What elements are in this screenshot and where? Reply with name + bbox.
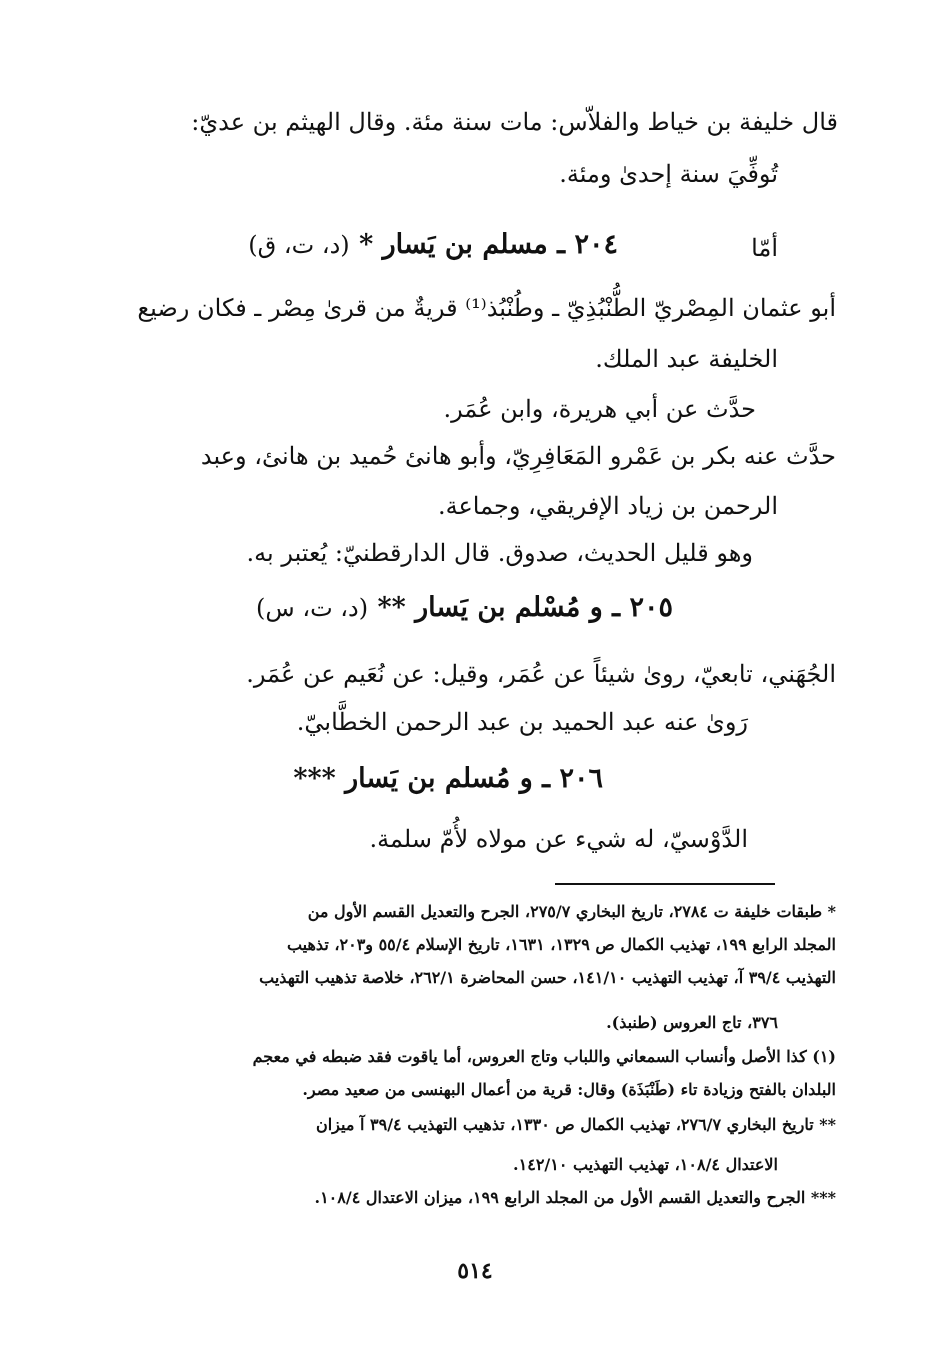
entry-205-sources-tag: (د، ت، س) xyxy=(256,594,369,622)
marker-amma: أمّا xyxy=(751,234,778,262)
body-line: الجُهَني، تابعيّ، روىٰ شيئاً عن عُمَر، وقيل: عن نُعَيم عن عُمَر. xyxy=(246,660,836,688)
body-line: قال خليفة بن خياط والفلاّس: مات سنة مئة. وقال الهيثم بن عديّ: xyxy=(191,108,838,136)
body-line: الخليفة عبد الملك. xyxy=(595,345,778,373)
footnote-line: * طبقات خليفة ت ٢٧٨٤، تاريخ البخاري ٢٧٥/٧، الجرح والتعديل القسم الأول من xyxy=(307,902,836,921)
body-line: حدَّث عنه بكر بن عَمْرو المَعَافِرِيّ، وأبو هانئ حُميد بن هانئ، وعبد xyxy=(200,442,836,470)
footnote-separator xyxy=(555,883,775,885)
page-number: ٥١٤ xyxy=(457,1258,493,1284)
entry-206-heading: ٢٠٦ ـ و مُسلم بن يَسار *** xyxy=(293,763,603,794)
entry-204-sources-tag: (د، ت، ق) xyxy=(248,231,350,259)
body-line: الرحمن بن زياد الإفريقي، وجماعة. xyxy=(437,492,778,520)
footnote-line: (١) كذا الأصل وأنساب السمعاني واللباب وتاج العروس، أما ياقوت فقد ضبطه في معجم xyxy=(252,1047,836,1066)
entry-205-title: ٢٠٥ ـ و مُسْلم بن يَسار ** xyxy=(377,592,673,623)
body-line: أبو عثمان المِصْريّ الطُّنْبُذِيّ ـ وطُنْبُذ⁽¹⁾ قريةٌ من قرىٰ مِصْر ـ فكان رضيع xyxy=(137,294,836,322)
footnote-line: ** تاريخ البخاري ٢٧٦/٧، تهذيب الكمال ص ١٣٣٠، تذهيب التهذيب ٣٩/٤ آ ميزان xyxy=(315,1115,836,1134)
body-line: الدَّوْسيّ، له شيء عن مولاه لأُمّ سلمة. xyxy=(369,825,748,853)
footnote-line: *** الجرح والتعديل القسم الأول من المجلد الرابع ١٩٩، ميزان الاعتدال ١٠٨/٤. xyxy=(314,1188,836,1207)
footnote-line: ٣٧٦، تاج العروس (طنبذ). xyxy=(606,1013,778,1032)
footnote-line: الاعتدال ١٠٨/٤، تهذيب التهذيب ١٤٢/١٠. xyxy=(513,1155,778,1174)
body-line: تُوفِّيَ سنة إحدىٰ ومئة. xyxy=(559,160,778,188)
entry-204-title: ٢٠٤ ـ مسلم بن يَسار * xyxy=(359,229,618,260)
body-line: حدَّث عن أبي هريرة، وابن عُمَر. xyxy=(443,395,756,423)
footnote-line: المجلد الرابع ١٩٩، تهذيب الكمال ص ١٣٢٩، ١٦٣١، تاريخ الإسلام ٥٥/٤ و٢٠٣، تذهيب xyxy=(286,935,836,954)
footnote-line: التهذيب ٣٩/٤ آ، تهذيب التهذيب ١٤١/١٠، حسن المحاضرة ٢٦٢/١، خلاصة تذهيب التهذيب xyxy=(259,968,836,987)
entry-204-heading xyxy=(248,229,618,261)
body-line: وهو قليل الحديث، صدوق. قال الدارقطنيّ: يُعتبر به. xyxy=(246,539,753,567)
body-line: رَوىٰ عنه عبد الحميد بن عبد الرحمن الخطَّابيّ. xyxy=(296,708,748,736)
entry-205-heading xyxy=(256,592,673,624)
footnote-line: البلدان بالفتح وزيادة تاء (طَنْبَذَة) وقال: قرية من أعمال البهنسى من صعيد مصر. xyxy=(302,1080,836,1099)
